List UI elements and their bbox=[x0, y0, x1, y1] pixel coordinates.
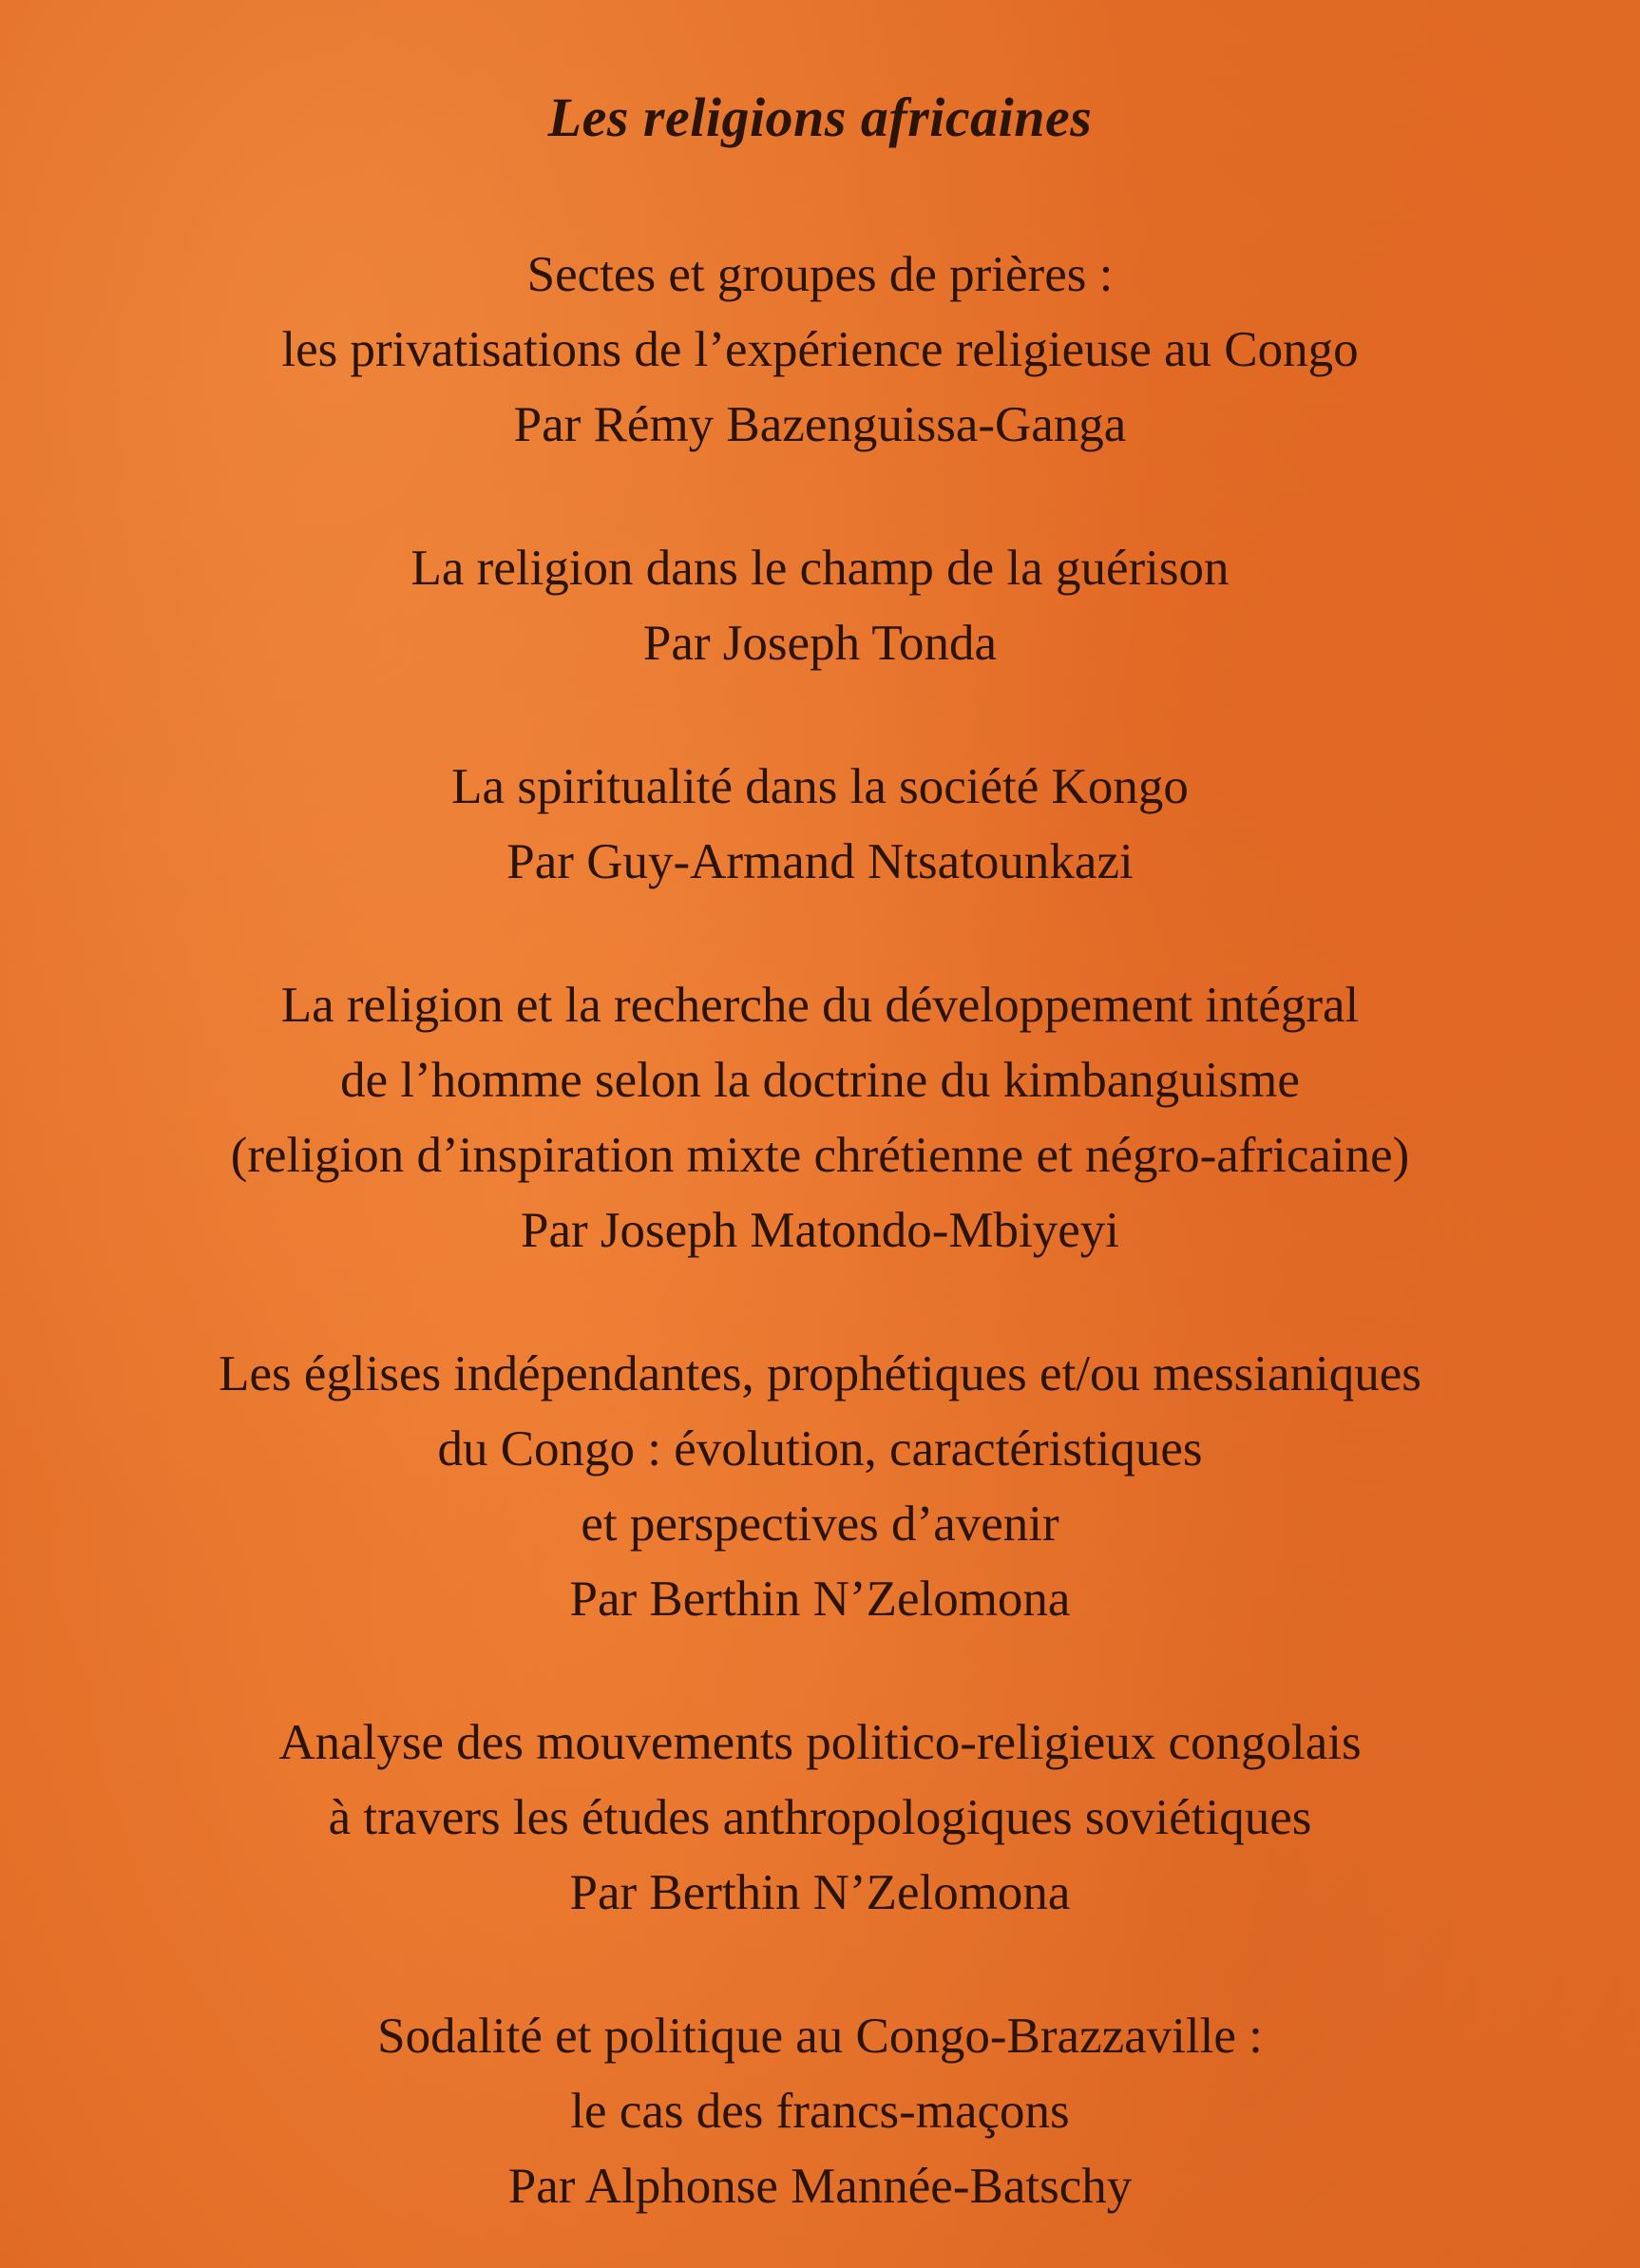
entry-title-line: La religion et la recherche du développement intégral bbox=[280, 978, 1360, 1033]
entry-title-line: Sectes et groupes de prières : bbox=[526, 247, 1114, 302]
entry-author: Par Rémy Bazenguissa-Ganga bbox=[513, 397, 1127, 452]
entry-author: Par Berthin N’Zelomona bbox=[569, 1865, 1071, 1920]
contents-entry bbox=[0, 1999, 1640, 2224]
cover-title: Les religions africaines bbox=[547, 86, 1093, 148]
contents-entry bbox=[0, 750, 1640, 900]
entry-author: Par Berthin N’Zelomona bbox=[569, 1572, 1071, 1627]
entry-title-line: le cas des francs-maçons bbox=[570, 2084, 1070, 2139]
entry-author: Par Alphonse Mannée-Batschy bbox=[507, 2159, 1133, 2214]
entry-title-line: les privatisations de l’expérience religieuse au Congo bbox=[281, 322, 1359, 377]
entry-author: Par Joseph Tonda bbox=[642, 616, 998, 671]
entry-title-line: La religion dans le champ de la guérison bbox=[410, 541, 1230, 596]
entry-title-line: de l’homme selon la doctrine du kimbanguisme bbox=[340, 1053, 1300, 1108]
entry-author: Par Guy-Armand Ntsatounkazi bbox=[506, 834, 1134, 889]
entry-title-line: à travers les études anthropologiques soviétiques bbox=[328, 1790, 1312, 1845]
entry-title-line: Les églises indépendantes, prophétiques et/ou messianiques bbox=[219, 1346, 1421, 1401]
entry-author: Par Joseph Matondo-Mbiyeyi bbox=[520, 1203, 1120, 1258]
contents-entry bbox=[0, 1337, 1640, 1637]
entry-title-line: Analyse des mouvements politico-religieux congolais bbox=[278, 1715, 1362, 1770]
contents-entry bbox=[0, 968, 1640, 1268]
entry-title-line: Sodalité et politique au Congo-Brazzaville : bbox=[377, 2009, 1263, 2064]
entry-title-line: La spiritualité dans la société Kongo bbox=[451, 759, 1189, 814]
contents-entry bbox=[0, 1706, 1640, 1931]
entry-title-line: du Congo : évolution, caractéristiques bbox=[437, 1421, 1203, 1477]
entry-title-line: et perspectives d’avenir bbox=[581, 1496, 1059, 1552]
contents-entry bbox=[0, 531, 1640, 681]
entry-title-line: (religion d’inspiration mixte chrétienne et négro-africaine) bbox=[230, 1128, 1410, 1183]
contents-entry bbox=[0, 238, 1640, 463]
contents-list bbox=[0, 238, 1640, 2268]
